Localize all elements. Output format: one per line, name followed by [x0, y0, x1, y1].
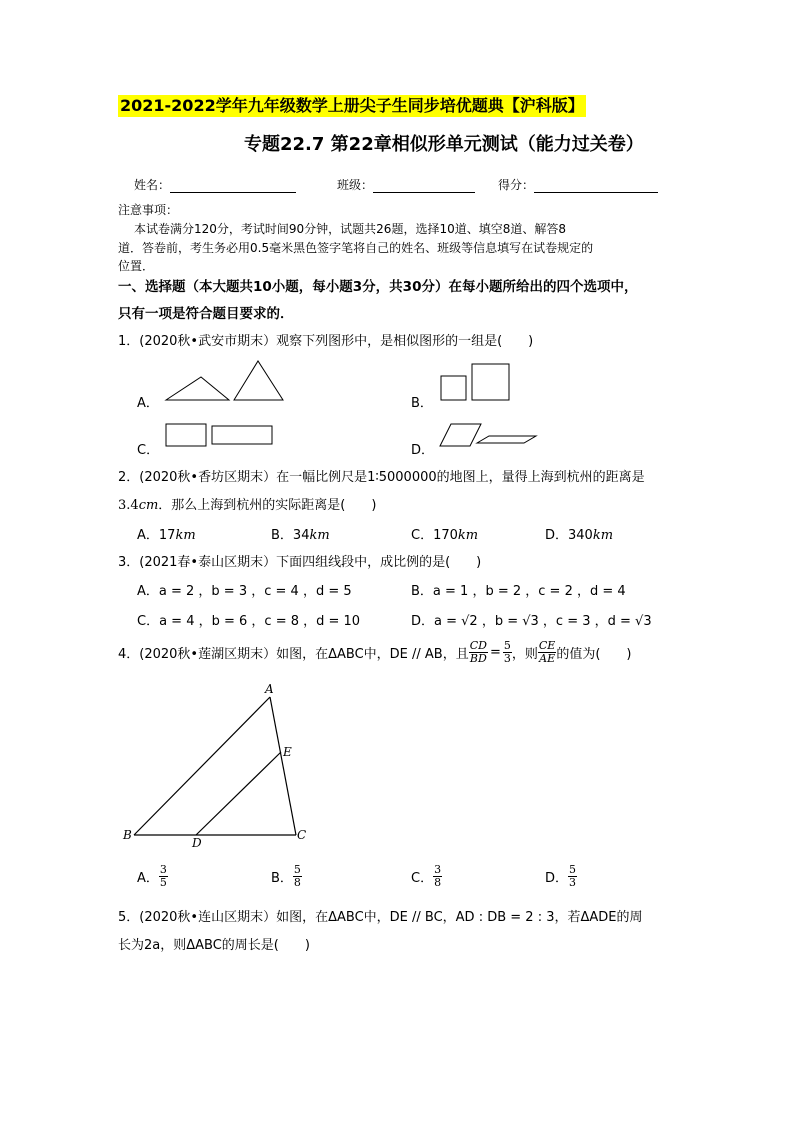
- q4-option-c: [411, 864, 442, 889]
- q4-segment-de: [196, 752, 281, 835]
- q1-option-a-label: A．: [137, 396, 159, 411]
- q4-option-c-label: C．: [411, 871, 434, 886]
- q4-side-ab: [134, 697, 270, 835]
- q1-option-d-label: D．: [411, 443, 435, 458]
- q4-stem-c: 的值为( ): [556, 647, 632, 662]
- question-5-stem-line-2: 长为2a，则ΔABC的周长是( ): [118, 938, 310, 953]
- q4-side-ac: [270, 697, 296, 835]
- q1-option-b-label: B．: [411, 396, 433, 411]
- q4-label-e: E: [283, 745, 292, 759]
- q4-frac2-num: 5: [503, 639, 511, 652]
- q4-option-b: [271, 864, 302, 889]
- class-label: 班级：: [337, 178, 374, 192]
- q4-label-c: C: [297, 828, 307, 842]
- question-5-stem-line-1: 5．(2020秋•连山区期末）如图，在ΔABC中，DE // BC，AD : DB = 2 : 3，若ΔADE的周: [118, 910, 643, 925]
- q4-frac3-den: AE: [539, 652, 556, 665]
- score-label: 得分：: [498, 178, 535, 192]
- q4-option-d-num: 5: [569, 863, 577, 876]
- q2-option-a-value: A．17: [137, 528, 176, 543]
- q4-option-b-label: B．: [271, 871, 293, 886]
- q4-frac2-den: 3: [503, 652, 511, 665]
- q4-stem-b: ，则: [511, 647, 538, 662]
- q4-frac1-num: CD: [469, 639, 487, 652]
- section-heading-line-1: 一、选择题（本大题共10小题，每小题3分，共30分）在每小题所给出的四个选项中，: [118, 279, 638, 295]
- q4-option-c-den: 8: [434, 876, 442, 889]
- question-1-stem: 1．(2020秋•武安市期末）观察下列图形中，是相似图形的一组是( ): [118, 334, 534, 349]
- name-label: 姓名：: [134, 178, 171, 192]
- question-2-stem-line-1: 2．(2020秋•香坊区期末）在一幅比例尺是1∶5000000的地图上，量得上海到杭州的距离是: [118, 470, 645, 485]
- q4-option-d: [545, 864, 577, 889]
- notes-heading: 注意事项：: [118, 203, 179, 217]
- q4-stem-a: 4．(2020秋•莲湖区期末）如图，在ΔABC中，DE // AB，且: [118, 647, 469, 662]
- q4-label-b: B: [123, 828, 132, 842]
- q4-option-a-den: 5: [159, 876, 167, 889]
- q2-option-d-unit: km: [592, 528, 614, 543]
- q3-option-b: B．a = 1 ，b = 2 ，c = 2 ，d = 4: [411, 584, 626, 599]
- q4-label-d: D: [192, 836, 202, 850]
- q4-equals: =: [489, 645, 501, 660]
- q3-option-d: D．a = √2 ，b = √3 ，c = 3 ，d = √3: [411, 614, 652, 629]
- q4-label-a: A: [265, 682, 274, 696]
- q2-stem-rest: ．那么上海到杭州的实际距离是( ): [158, 498, 377, 513]
- q4-option-b-fraction: [293, 864, 302, 889]
- q1-option-c-label: C．: [137, 443, 160, 458]
- q4-option-c-fraction: [433, 864, 442, 889]
- q2-option-a-unit: km: [175, 528, 196, 543]
- q3-option-c: C．a = 4 ，b = 6 ，c = 8 ，d = 10: [137, 614, 361, 629]
- series-banner: 2021-2022学年九年级数学上册尖子生同步培优题典【沪科版】: [120, 96, 584, 115]
- notes-line-1: 本试卷满分120分，考试时间90分钟，试题共26题，选择10道、填空8道、解答8: [134, 222, 566, 236]
- page-title: 专题22.7 第22章相似形单元测试（能力过关卷）: [244, 134, 644, 155]
- q4-option-b-num: 5: [293, 863, 301, 876]
- question-3-stem: 3．(2021春•泰山区期末）下面四组线段中，成比例的是( ): [118, 555, 482, 570]
- q3-option-a: A．a = 2 ，b = 3 ，c = 4 ，d = 5: [137, 584, 352, 599]
- notes-line-2: 道．答卷前，考生务必用0.5毫米黑色签字笔将自己的姓名、班级等信息填写在试卷规定的: [118, 241, 594, 255]
- q4-option-a-fraction: [159, 864, 168, 889]
- q4-option-b-den: 8: [293, 876, 301, 889]
- q4-frac1-den: BD: [469, 652, 487, 665]
- q4-frac3-num: CE: [538, 639, 556, 652]
- q2-option-b-value: B．34: [271, 528, 310, 543]
- q4-option-d-den: 3: [569, 876, 577, 889]
- q4-option-a-num: 3: [159, 863, 167, 876]
- q4-option-a-label: A．: [137, 871, 159, 886]
- q4-option-a: [137, 864, 168, 889]
- section-heading-line-2: 只有一项是符合题目要求的．: [118, 306, 294, 322]
- q2-option-c-value: C．170: [411, 528, 458, 543]
- q2-option-c-unit: km: [457, 528, 479, 543]
- q4-option-d-fraction: [568, 864, 577, 889]
- notes-line-3: 位置．: [118, 259, 155, 273]
- q2-option-b-unit: km: [309, 528, 330, 543]
- q2-distance-unit: cm: [138, 498, 159, 513]
- q2-distance-value: 3.4: [118, 498, 139, 513]
- q4-option-c-num: 3: [434, 863, 442, 876]
- q4-option-d-label: D．: [545, 871, 569, 886]
- q2-option-d-value: D．340: [545, 528, 593, 543]
